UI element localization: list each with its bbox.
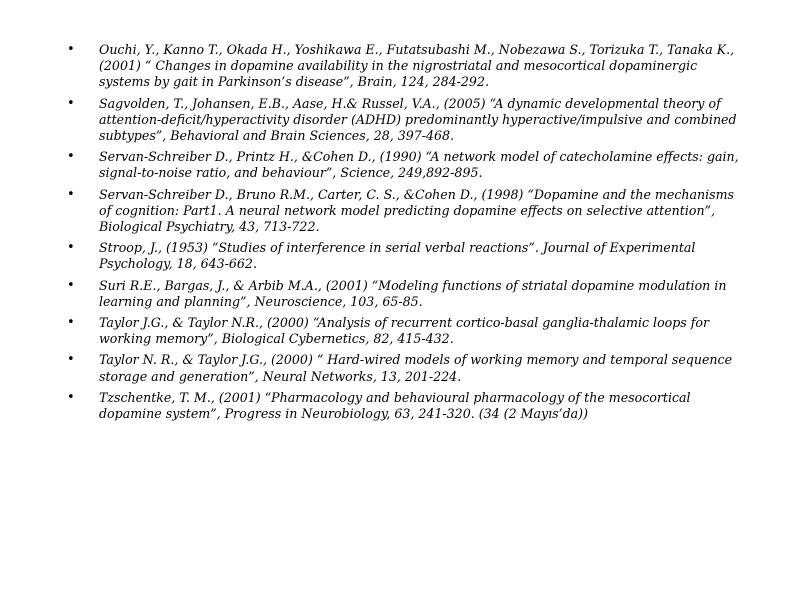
- reference-text: Sagvolden, T., Johansen, E.B., Aase, H.& Russel, V.A., (2005) “A dynamic developmental theory of attention-deficit/hyperactivity disorder (ADHD) predominantly hyperactive/impulsive and combined subtypes”, Behavioral and Brain Sciences, 28, 397-468.: [99, 95, 737, 144]
- reference-item: [62, 390, 742, 422]
- reference-text: Tzschentke, T. M., (2001) “Pharmacology and behavioural pharmacology of the mesocortical dopamine system”, Progress in Neurobiology, 63, 241-320. (34 (2 Mayıs’da)): [99, 389, 691, 422]
- reference-item: [62, 352, 742, 384]
- reference-list: [62, 42, 742, 427]
- reference-text: Taylor N. R., & Taylor J.G., (2000) “ Hard-wired models of working memory and temporal sequence storage and generation”, Neural Networks, 13, 201-224.: [99, 352, 733, 384]
- bullet-icon: •: [67, 315, 75, 331]
- reference-item: [62, 187, 742, 236]
- reference-item: [62, 96, 742, 145]
- bullet-icon: •: [67, 149, 75, 165]
- reference-text: Taylor J.G., & Taylor N.R., (2000) “Analysis of recurrent cortico-basal ganglia-thalamic loops for working memory”, Biological Cybernetics, 82, 415-432.: [99, 315, 710, 347]
- reference-text: Ouchi, Y., Kanno T., Okada H., Yoshikawa E., Futatsubashi M., Nobezawa S., Torizuka T., Tanaka K., (2001) “ Changes in dopamine availability in the nigrostriatal and mesocortical dopaminergic systems by gait in Parkinson’s disease”, Brain, 124, 284-292.: [99, 42, 735, 90]
- reference-item: [62, 240, 742, 272]
- reference-item: [62, 315, 742, 347]
- bullet-icon: •: [67, 42, 75, 57]
- reference-item: [62, 42, 742, 91]
- reference-text: Servan-Schreiber D., Printz H., &Cohen D., (1990) “A network model of catecholamine effects: gain, signal-to-noise ratio, and behaviour”, Science, 249,892-895.: [99, 149, 739, 181]
- reference-text: Stroop, J., (1953) “Studies of interference in serial verbal reactions”. Journal of Experimental Psychology, 18, 643-662.: [99, 240, 696, 272]
- reference-item: [62, 278, 742, 310]
- reference-text: Suri R.E., Bargas, J., & Arbib M.A., (2001) “Modeling functions of striatal dopamine modulation in learning and planning”, Neuroscience, 103, 65-85.: [99, 277, 727, 309]
- bullet-icon: •: [67, 389, 75, 405]
- bullet-icon: •: [67, 186, 75, 202]
- bullet-icon: •: [67, 95, 75, 111]
- reference-text: Servan-Schreiber D., Bruno R.M., Carter, C. S., &Cohen D., (1998) “Dopamine and the mechanisms of cognition: Part1. A neural network model predicting dopamine effects on selective attention”, Biological Psychiatry, 43, 713-722.: [99, 186, 735, 235]
- bullet-icon: •: [67, 240, 75, 256]
- reference-item: [62, 149, 742, 181]
- bullet-icon: •: [67, 277, 75, 293]
- bullet-icon: •: [67, 352, 75, 368]
